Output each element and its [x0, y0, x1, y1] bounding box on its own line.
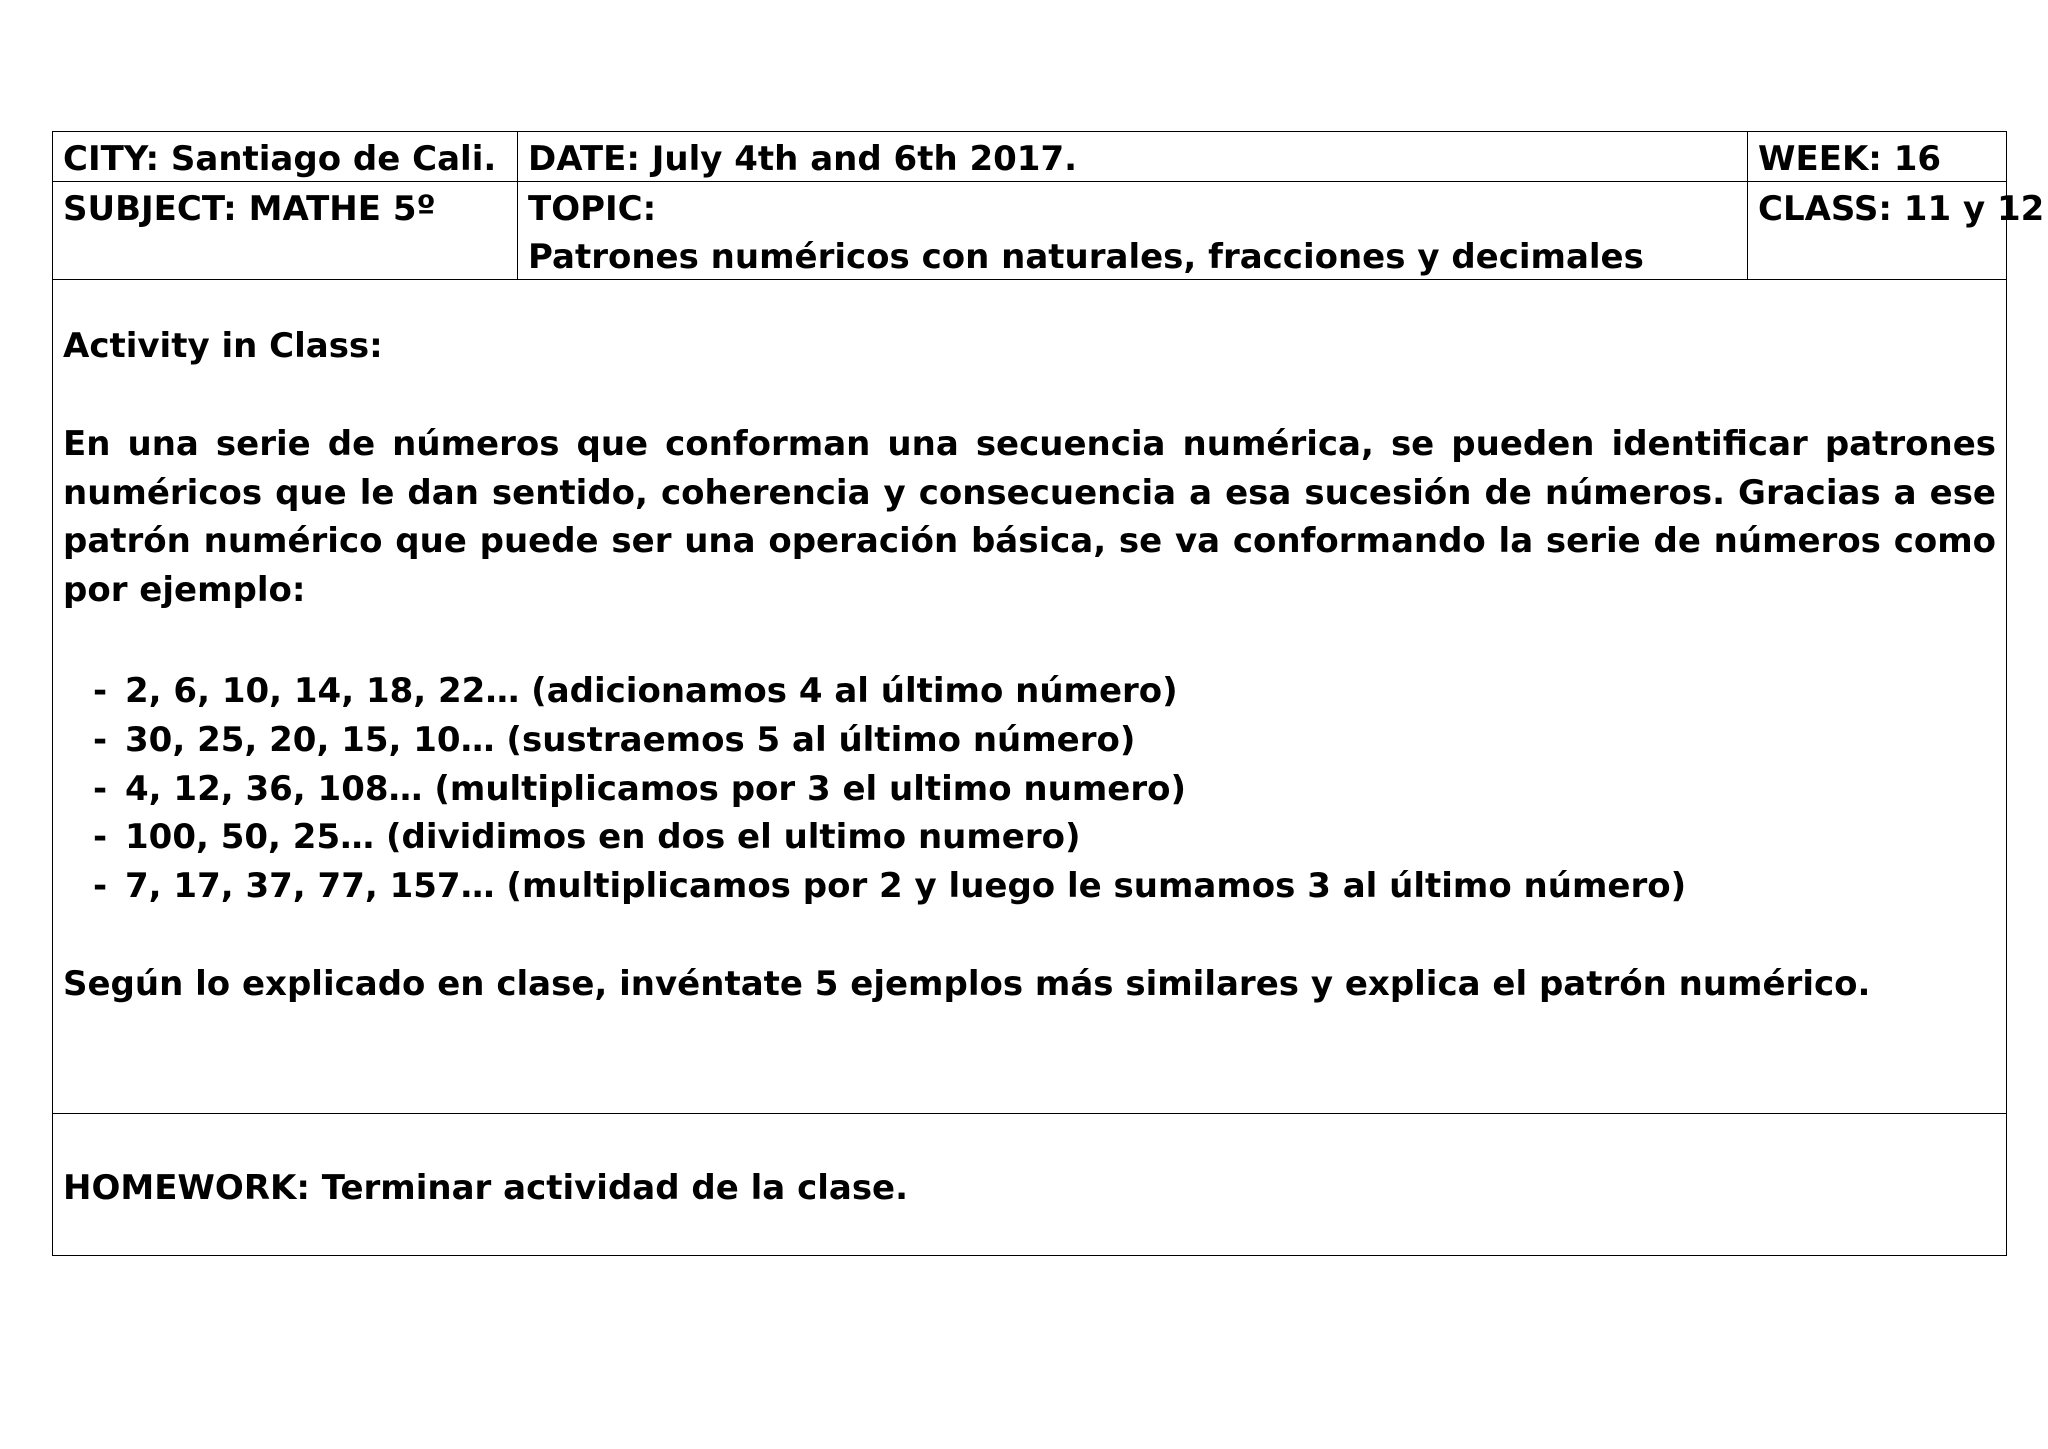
city-cell — [53, 132, 518, 181]
example-text: 2, 6, 10, 14, 18, 22… (adicionamos 4 al último número) — [125, 671, 1178, 711]
date-cell — [518, 132, 1748, 181]
bullet-dash: - — [93, 866, 108, 906]
activity-section — [53, 280, 2006, 1114]
activity-instruction: Según lo explicado en clase, invéntate 5 ejemplos más similares y explica el patrón numérico. — [63, 964, 1871, 1004]
activity-title: Activity in Class: — [63, 326, 383, 366]
topic-label: TOPIC: — [528, 189, 657, 229]
topic-text: Patrones numéricos con naturales, fracciones y decimales — [528, 237, 1644, 277]
class-text: CLASS: 11 y 12 — [1758, 189, 2045, 229]
subject-text: SUBJECT: MATHE 5º — [63, 189, 436, 229]
lesson-plan-table — [52, 131, 2045, 1256]
homework-section — [53, 1114, 2006, 1255]
example-text: 4, 12, 36, 108… (multiplicamos por 3 el ultimo numero) — [125, 769, 1186, 809]
example-text: 7, 17, 37, 77, 157… (multiplicamos por 2 y luego le sumamos 3 al último número) — [125, 866, 1687, 906]
subject-cell — [53, 182, 518, 279]
activity-paragraph: En una serie de números que conforman una secuencia numérica, se pueden identificar patrones numéricos que le dan sentido, coherencia y consecuencia a esa sucesión de números. Gracias a ese patrón numérico que puede ser una operación básica, se va conformando la serie de números como por ejemplo: — [63, 424, 1996, 610]
date-text: DATE: July 4th and 6th 2017. — [528, 139, 1078, 179]
week-cell — [1748, 132, 2006, 181]
homework-text: HOMEWORK: Terminar actividad de la clase. — [63, 1168, 909, 1208]
topic-cell — [518, 182, 1748, 279]
example-item — [93, 716, 1135, 764]
bullet-dash: - — [93, 817, 108, 857]
header-row-1 — [53, 132, 2006, 182]
example-item — [93, 765, 1186, 813]
header-row-2 — [53, 182, 2045, 280]
bullet-dash: - — [93, 720, 108, 760]
example-item — [93, 667, 1178, 715]
city-text: CITY: Santiago de Cali. — [63, 139, 497, 179]
class-cell — [1748, 182, 2045, 279]
example-item — [93, 813, 1081, 861]
week-text: WEEK: 16 — [1758, 139, 1942, 179]
example-text: 100, 50, 25… (dividimos en dos el ultimo numero) — [125, 817, 1081, 857]
example-item — [93, 862, 1686, 910]
bullet-dash: - — [93, 671, 108, 711]
example-text: 30, 25, 20, 15, 10… (sustraemos 5 al último número) — [125, 720, 1136, 760]
bullet-dash: - — [93, 769, 108, 809]
